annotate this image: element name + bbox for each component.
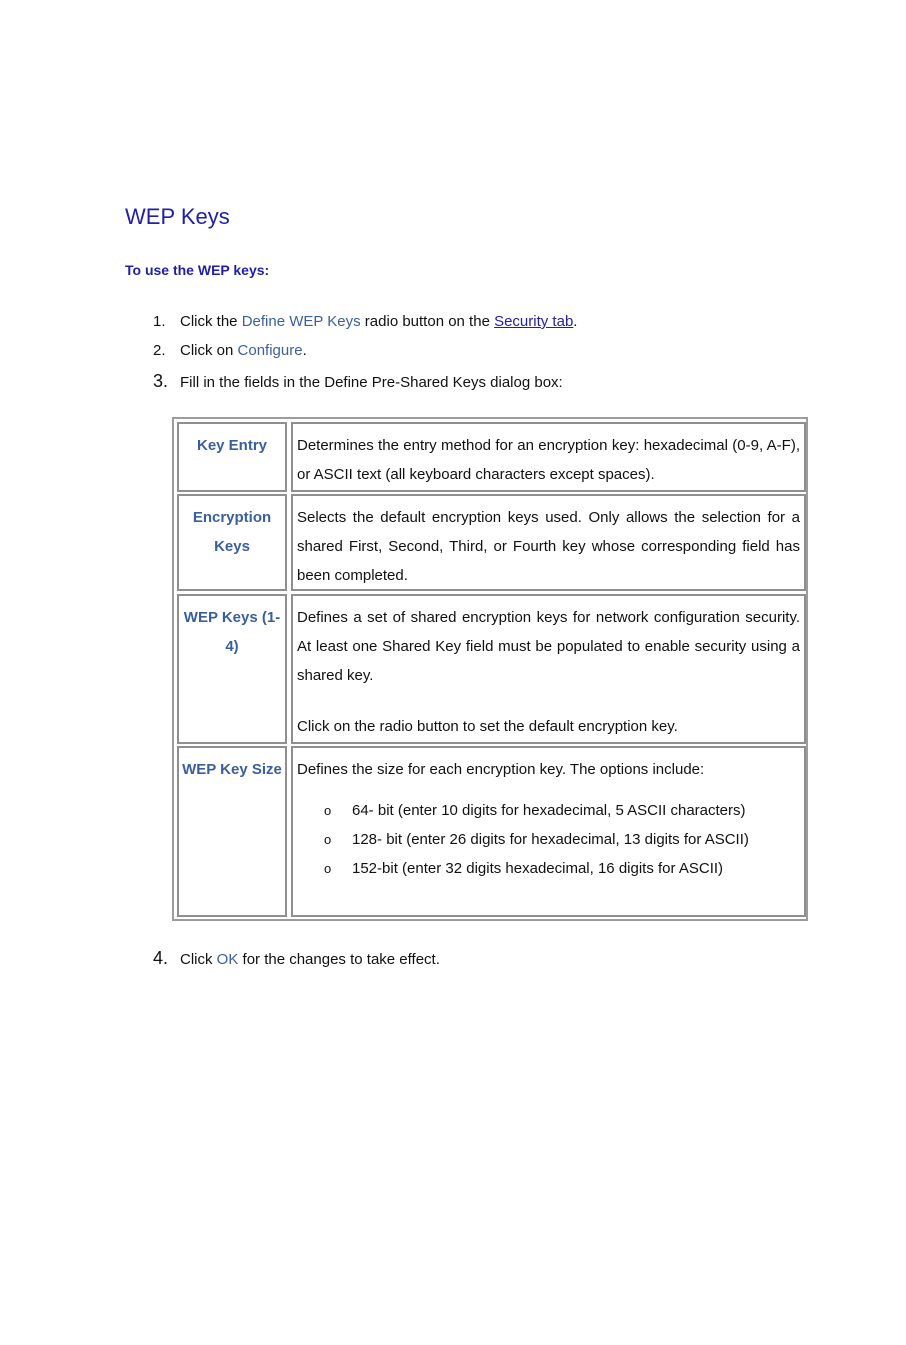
list-item	[297, 796, 800, 825]
table-desc-encryption-keys	[291, 494, 806, 591]
key-size-options	[297, 796, 800, 883]
step-text: Fill in the fields in the Define Pre-Shared Keys dialog box:	[180, 374, 563, 391]
ok-link[interactable]: OK	[216, 951, 239, 968]
step-number: 4.	[153, 948, 169, 968]
option-text: 128- bit (enter 26 digits for hexadecimal, 13 digits for ASCII)	[352, 831, 749, 848]
list-item	[297, 854, 800, 883]
desc-text: Defines a set of shared encryption keys for network configuration security. At least one Shared Key field must be populated to enable security using a shared key.	[297, 609, 800, 684]
configure-link[interactable]: Configure	[237, 342, 303, 359]
step-number: 3.	[153, 371, 169, 391]
step-text: .	[573, 313, 578, 330]
define-wep-keys-link[interactable]: Define WEP Keys	[241, 313, 361, 330]
table-label-encryption-keys: Encryption Keys	[177, 494, 287, 591]
desc-text: Defines the size for each encryption key. The options include:	[297, 761, 705, 778]
table-desc-wep-key-size	[291, 746, 806, 917]
desc-text: Selects the default encryption keys used. Only allows the selection for a shared First, Second, Third, or Fourth key whose corresponding field has been completed.	[297, 509, 800, 584]
step-2	[153, 342, 307, 360]
security-tab-link[interactable]: Security tab	[494, 313, 574, 330]
settings-table	[172, 417, 808, 921]
step-text: Click	[180, 951, 217, 968]
step-3	[153, 372, 563, 392]
step-number: 1.	[153, 313, 166, 330]
step-number: 2.	[153, 342, 166, 359]
list-item	[297, 825, 800, 854]
table-label-wep-key-size: WEP Key Size	[177, 746, 287, 917]
bullet-icon: o	[324, 832, 332, 847]
table-label-key-entry: Key Entry	[177, 422, 287, 492]
bullet-icon: o	[324, 803, 332, 818]
table-label-wep-keys: WEP Keys (1-4)	[177, 594, 287, 744]
subheading: To use the WEP keys:	[125, 262, 270, 278]
step-4	[153, 949, 440, 969]
bullet-icon: o	[324, 861, 332, 876]
desc-text: Click on the radio button to set the default encryption key.	[297, 718, 678, 735]
desc-text: Determines the entry method for an encryption key: hexadecimal (0-9, A-F), or ASCII text (all keyboard characters except spaces).	[297, 437, 800, 483]
step-text: .	[302, 342, 307, 359]
step-text: Click the	[180, 313, 242, 330]
table-desc-wep-keys	[291, 594, 806, 744]
page-title: WEP Keys	[125, 204, 230, 229]
table-desc-key-entry	[291, 422, 806, 492]
step-1	[153, 313, 577, 331]
step-text: Click on	[180, 342, 238, 359]
step-text: for the changes to take effect.	[238, 951, 440, 968]
option-text: 64- bit (enter 10 digits for hexadecimal, 5 ASCII characters)	[352, 802, 746, 819]
option-text: 152-bit (enter 32 digits hexadecimal, 16 digits for ASCII)	[352, 860, 724, 877]
step-text: radio button on the	[360, 313, 495, 330]
